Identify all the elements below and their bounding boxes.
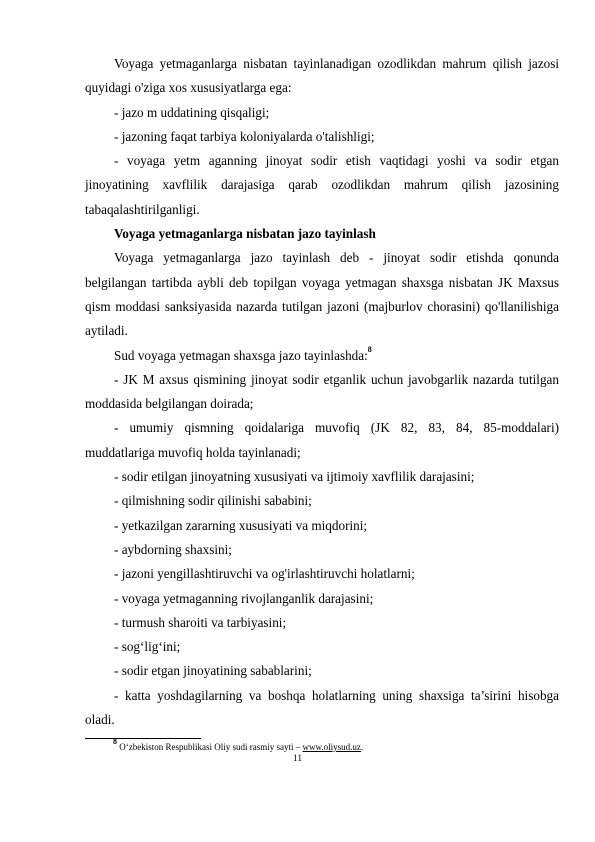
paragraph-court-item1: - JK M axsus qismining jinoyat sodir etganlik uchun javobgarlik nazarda tutilgan moddasida belgilangan doirada;	[85, 371, 559, 412]
list-item: - sog‘lig‘ini;	[114, 639, 181, 655]
section-heading: Voyaga yetmaganlarga nisbatan jazo tayinlash	[114, 226, 376, 242]
list-item: - sodir etgan jinoyatining sabablarini;	[114, 663, 312, 679]
list-item: - jazoning faqat tarbiya koloniyalarda o'talishligi;	[114, 128, 375, 144]
list-item: - turmush sharoiti va tarbiyasini;	[114, 614, 287, 630]
list-item: - voyaga yetmaganning rivojlanganlik darajasini;	[114, 590, 374, 606]
paragraph-last-item: - katta yoshdagilarning va boshqa holatlarning uning shaxsiga ta’sirini hisobga oladi.	[85, 687, 559, 728]
court-intro-text: Sud voyaga yetmagan shaxsga jazo tayinlashda:	[114, 347, 368, 363]
paragraph-court-item2: - umumiy qismning qoidalariga muvofiq (JK 82, 83, 84, 85-moddalari) muddatlariga muvofiq holda tayinlanadi;	[85, 420, 559, 460]
list-item: - jazoni yengillashtiruvchi va og'irlashtiruvchi holatlarni;	[114, 566, 415, 582]
page-number: 11	[292, 754, 303, 764]
footnote-end: .	[360, 742, 364, 752]
paragraph-definition: Voyaga yetmaganlarga jazo tayinlash deb - jinoyat sodir etishda qonunda belgilangan tartibda aybli deb topilgan voyaga yetmagan shaxsga nisbatan JK Maxsus qism moddasi sanksiyasida nazarda tutilgan jazoni (majburlov chorasini) qo'llanilishiga aytiladi.	[85, 250, 559, 339]
list-item: - qilmishning sodir qilinishi sababini;	[114, 493, 312, 509]
document-body	[85, 52, 559, 732]
footnote-link[interactable]: www.oliysud.uz	[302, 742, 361, 752]
paragraph-intro: Voyaga yetmaganlarga nisbatan tayinlanadigan ozodlikdan mahrum qilish jazosi quyidagi o'ziga xos xususiyatlarga ega:	[85, 56, 559, 96]
footnote-separator	[85, 738, 201, 739]
paragraph-intro-item3: - voyaga yetm aganning jinoyat sodir etish vaqtidagi yoshi va sodir etgan jinoyatining xavflilik darajasiga qarab ozodlikdan mahrum qilish jazosining tabaqalashtirilganligi.	[85, 153, 559, 217]
footnote	[113, 737, 364, 753]
paragraph-court-intro	[85, 344, 559, 368]
list-item: - yetkazilgan zararning xususiyati va miqdorini;	[114, 517, 368, 533]
list-item: - jazo m uddatining qisqaligi;	[114, 104, 270, 120]
footnote-text: O‘zbekiston Respublikasi Oliy sudi rasmiy sayti –	[117, 742, 303, 752]
list-item: - aybdorning shaxsini;	[114, 541, 232, 557]
footnote-mark: 8	[113, 737, 117, 746]
list-item: - sodir etilgan jinoyatning xususiyati va ijtimoiy xavflilik darajasini;	[114, 469, 475, 485]
footnote-reference[interactable]: 8	[367, 345, 372, 355]
